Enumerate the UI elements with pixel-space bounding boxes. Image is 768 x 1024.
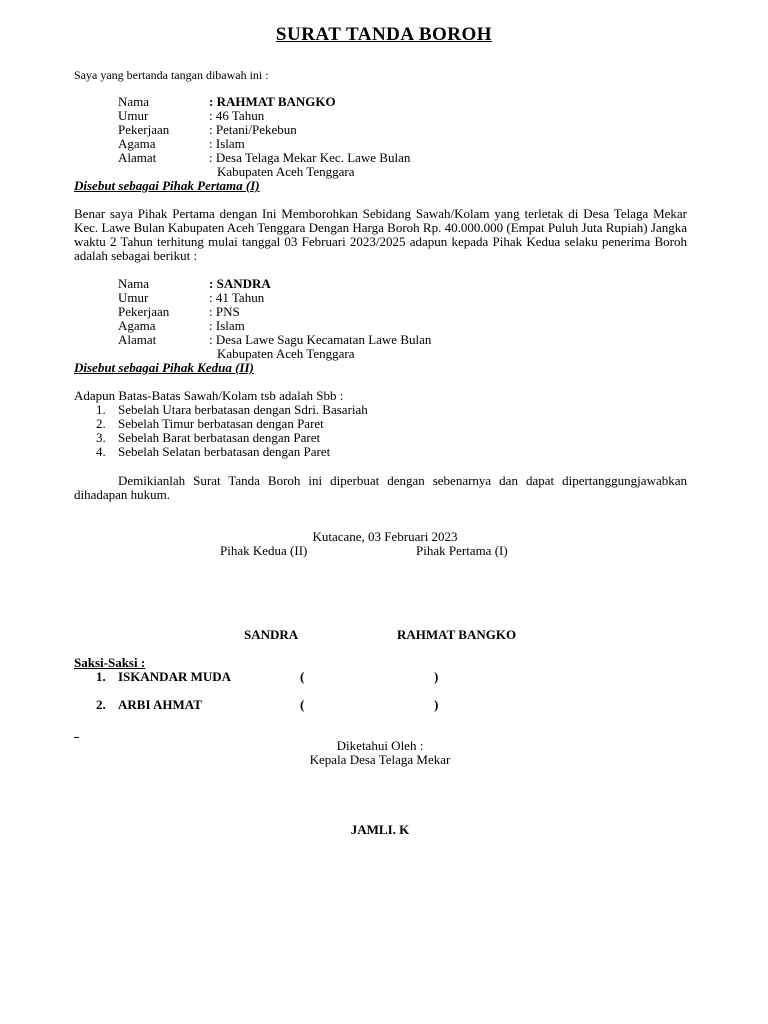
field-value: : Islam xyxy=(209,318,245,333)
witnesses-heading: Saksi-Saksi : xyxy=(74,655,146,670)
field-value: : SANDRA xyxy=(209,276,271,291)
field-label: Alamat xyxy=(118,332,157,347)
list-item: Sebelah Timur berbatasan dengan Paret xyxy=(118,416,324,431)
field-value-line2: Kabupaten Aceh Tenggara xyxy=(217,164,355,179)
field-label: Agama xyxy=(118,318,156,333)
field-value-line2: Kabupaten Aceh Tenggara xyxy=(217,346,355,361)
field-label: Umur xyxy=(118,290,149,305)
witness-name: ISKANDAR MUDA xyxy=(118,669,232,684)
signature-bracket-close: ) xyxy=(434,697,439,712)
village-head-title: Kepala Desa Telaga Mekar xyxy=(309,752,451,767)
signature-bracket-open: ( xyxy=(300,697,305,712)
list-item: Sebelah Barat berbatasan dengan Paret xyxy=(118,430,321,445)
field-label: Nama xyxy=(118,94,150,109)
first-party-designation: Disebut sebagai Pihak Pertama (I) xyxy=(74,178,260,193)
field-label: Agama xyxy=(118,136,156,151)
party1-label: Pihak Pertama (I) xyxy=(416,543,508,558)
intro-text: Saya yang bertanda tangan dibawah ini : xyxy=(74,68,269,82)
witness-number: 1. xyxy=(96,669,106,684)
field-label: Nama xyxy=(118,276,150,291)
list-number: 3. xyxy=(96,430,106,445)
party1-signature-name: RAHMAT BANGKO xyxy=(397,627,517,642)
witness-number: 2. xyxy=(96,697,106,712)
list-number: 2. xyxy=(96,416,106,431)
field-label: Alamat xyxy=(118,150,157,165)
field-label: Umur xyxy=(118,108,149,123)
list-number: 4. xyxy=(96,444,106,459)
field-value: : 46 Tahun xyxy=(209,108,265,123)
list-item: Sebelah Selatan berbatasan dengan Paret xyxy=(118,444,331,459)
stray-mark xyxy=(74,737,79,738)
field-value: : Desa Telaga Mekar Kec. Lawe Bulan xyxy=(209,150,411,165)
second-party-designation: Disebut sebagai Pihak Kedua (II) xyxy=(74,360,254,375)
list-item: Sebelah Utara berbatasan dengan Sdri. Basariah xyxy=(118,402,368,417)
closing-paragraph: Demikianlah Surat Tanda Boroh ini diperbuat dengan sebenarnya dan dapat dipertanggungjawabkan dihadapan hukum. xyxy=(74,473,687,502)
body-paragraph: Benar saya Pihak Pertama dengan Ini Memborohkan Sebidang Sawah/Kolam yang terletak di Desa Telaga Mekar Kec. Lawe Bulan Kabupaten Aceh Tenggara Dengan Harga Boroh Rp. 40.000.000 (Empat Puluh Juta Rupiah) Jangka waktu 2 Tahun terhitung mulai tanggal 03 Februari 2023/2025 adapun kepada Pihak Kedua selaku penerima Boroh adalah sebagai berikut : xyxy=(74,206,687,263)
field-value: : PNS xyxy=(209,304,240,319)
witness-name: ARBI AHMAT xyxy=(118,697,202,712)
acknowledged-label: Diketahui Oleh : xyxy=(336,738,424,753)
list-number: 1. xyxy=(96,402,106,417)
field-value: : Islam xyxy=(209,136,245,151)
village-head-name: JAMLI. K xyxy=(350,822,410,837)
field-value: : Desa Lawe Sagu Kecamatan Lawe Bulan xyxy=(209,332,432,347)
field-value: : RAHMAT BANGKO xyxy=(209,94,336,109)
field-label: Pekerjaan xyxy=(118,304,170,319)
party2-signature-name: SANDRA xyxy=(244,627,299,642)
field-label: Pekerjaan xyxy=(118,122,170,137)
boundaries-heading: Adapun Batas-Batas Sawah/Kolam tsb adalah Sbb : xyxy=(74,388,344,403)
signature-bracket-open: ( xyxy=(300,669,305,684)
field-value: : 41 Tahun xyxy=(209,290,265,305)
signature-bracket-close: ) xyxy=(434,669,439,684)
party2-label: Pihak Kedua (II) xyxy=(220,543,308,558)
document-title: SURAT TANDA BOROH xyxy=(275,24,493,45)
field-value: : Petani/Pekebun xyxy=(209,122,297,137)
place-date: Kutacane, 03 Februari 2023 xyxy=(312,529,458,544)
